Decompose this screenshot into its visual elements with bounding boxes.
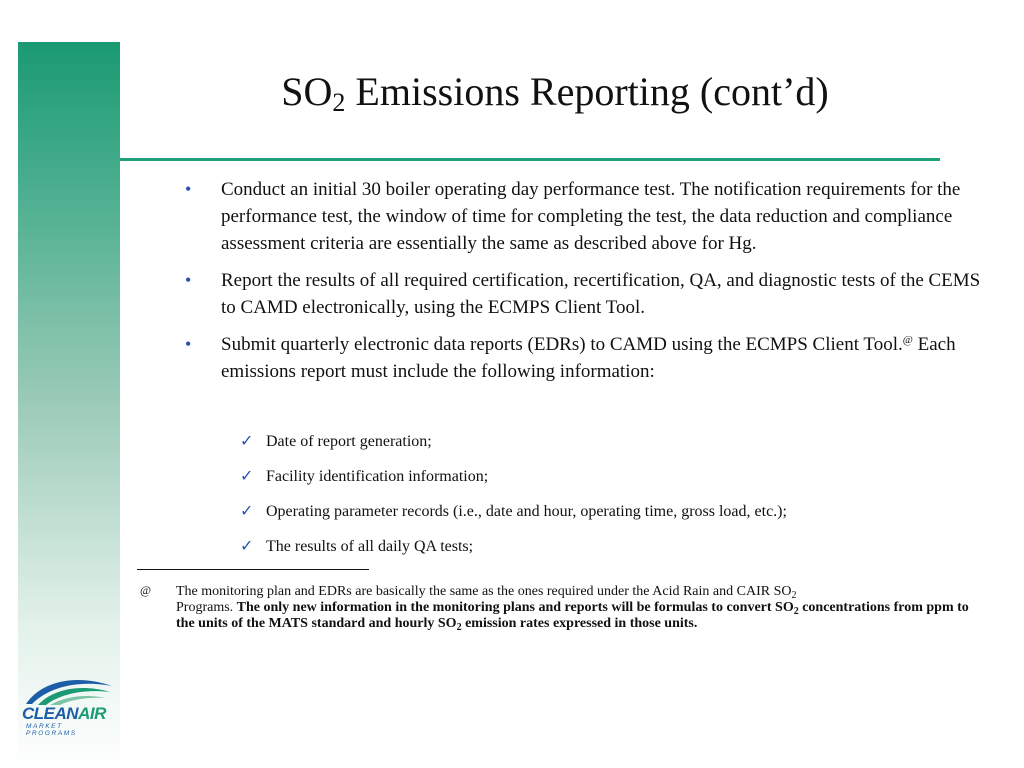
bullet-dot: • (185, 179, 192, 199)
title-divider (120, 158, 940, 161)
checkmark-icon: ✓ (240, 468, 254, 485)
bullet-dot: • (185, 334, 192, 354)
footnote-rule (137, 569, 369, 570)
bullet-item (185, 267, 995, 321)
side-gradient-bar (18, 42, 120, 768)
footnote-mark: @ (140, 583, 152, 597)
checklist-text: Date of report generation; (266, 433, 432, 450)
bullet-dot: • (185, 270, 192, 290)
checklist-item (240, 430, 980, 454)
bullet-text: Conduct an initial 30 boiler operating day performance test. The notification requirements for the performance test, the window of time for completing the test, the data reduction and compliance assessment criteria are essentially the same as described above for Hg. (221, 179, 961, 254)
checklist-text: The results of all daily QA tests; (266, 538, 474, 555)
bullet-item (185, 331, 995, 385)
footnote-bold-text: The only new information in the monitoring plans and reports will be formulas to convert $SO_2$ concentrations from ppm to the units of the MATS standard and hourly $SO_2$ emission rates expressed in those units. (176, 600, 969, 633)
checklist-text: Operating parameter records (i.e., date and hour, operating time, gross load, etc.); (266, 503, 787, 520)
checkmark-icon: ✓ (240, 433, 254, 450)
logo-wordmark: CLEANAIR (22, 704, 106, 723)
logo-tagline: MARKET PROGRAMS (26, 723, 77, 737)
bullet-text: Report the results of all required certification, recertification, QA, and diagnostic tests of the CEMS to CAMD electronically, using the ECMPS Client Tool. (221, 270, 981, 318)
checklist (240, 430, 980, 570)
checklist-item (240, 465, 980, 489)
bullet-item (185, 176, 995, 257)
checkmark-icon: ✓ (240, 538, 254, 555)
clean-air-logo (20, 674, 115, 737)
footnote-reference: @ (902, 334, 913, 346)
checklist-item (240, 500, 980, 524)
logo-swoosh-icon (20, 674, 115, 708)
checklist-item (240, 535, 980, 559)
slide-title: $SO_2$ Emissions Reporting (cont’d) (281, 69, 829, 117)
bullet-text: Submit quarterly electronic data reports (EDRs) to CAMD using the ECMPS Client Tool.@ Each emissions report must include the following information: (221, 334, 956, 382)
footnote-text: The monitoring plan and EDRs are basically the same as the ones required under the Acid Rain and CAIR $SO_2$ Programs. The only new information in the monitoring plans and reports will be formulas to convert $SO_2$ concentrations from ppm to the units of the MATS standard and hourly $SO_2$ emission rates expressed in those units. (176, 584, 969, 633)
checklist-text: Facility identification information; (266, 468, 489, 485)
checkmark-icon: ✓ (240, 503, 254, 520)
bullet-list (185, 176, 995, 395)
